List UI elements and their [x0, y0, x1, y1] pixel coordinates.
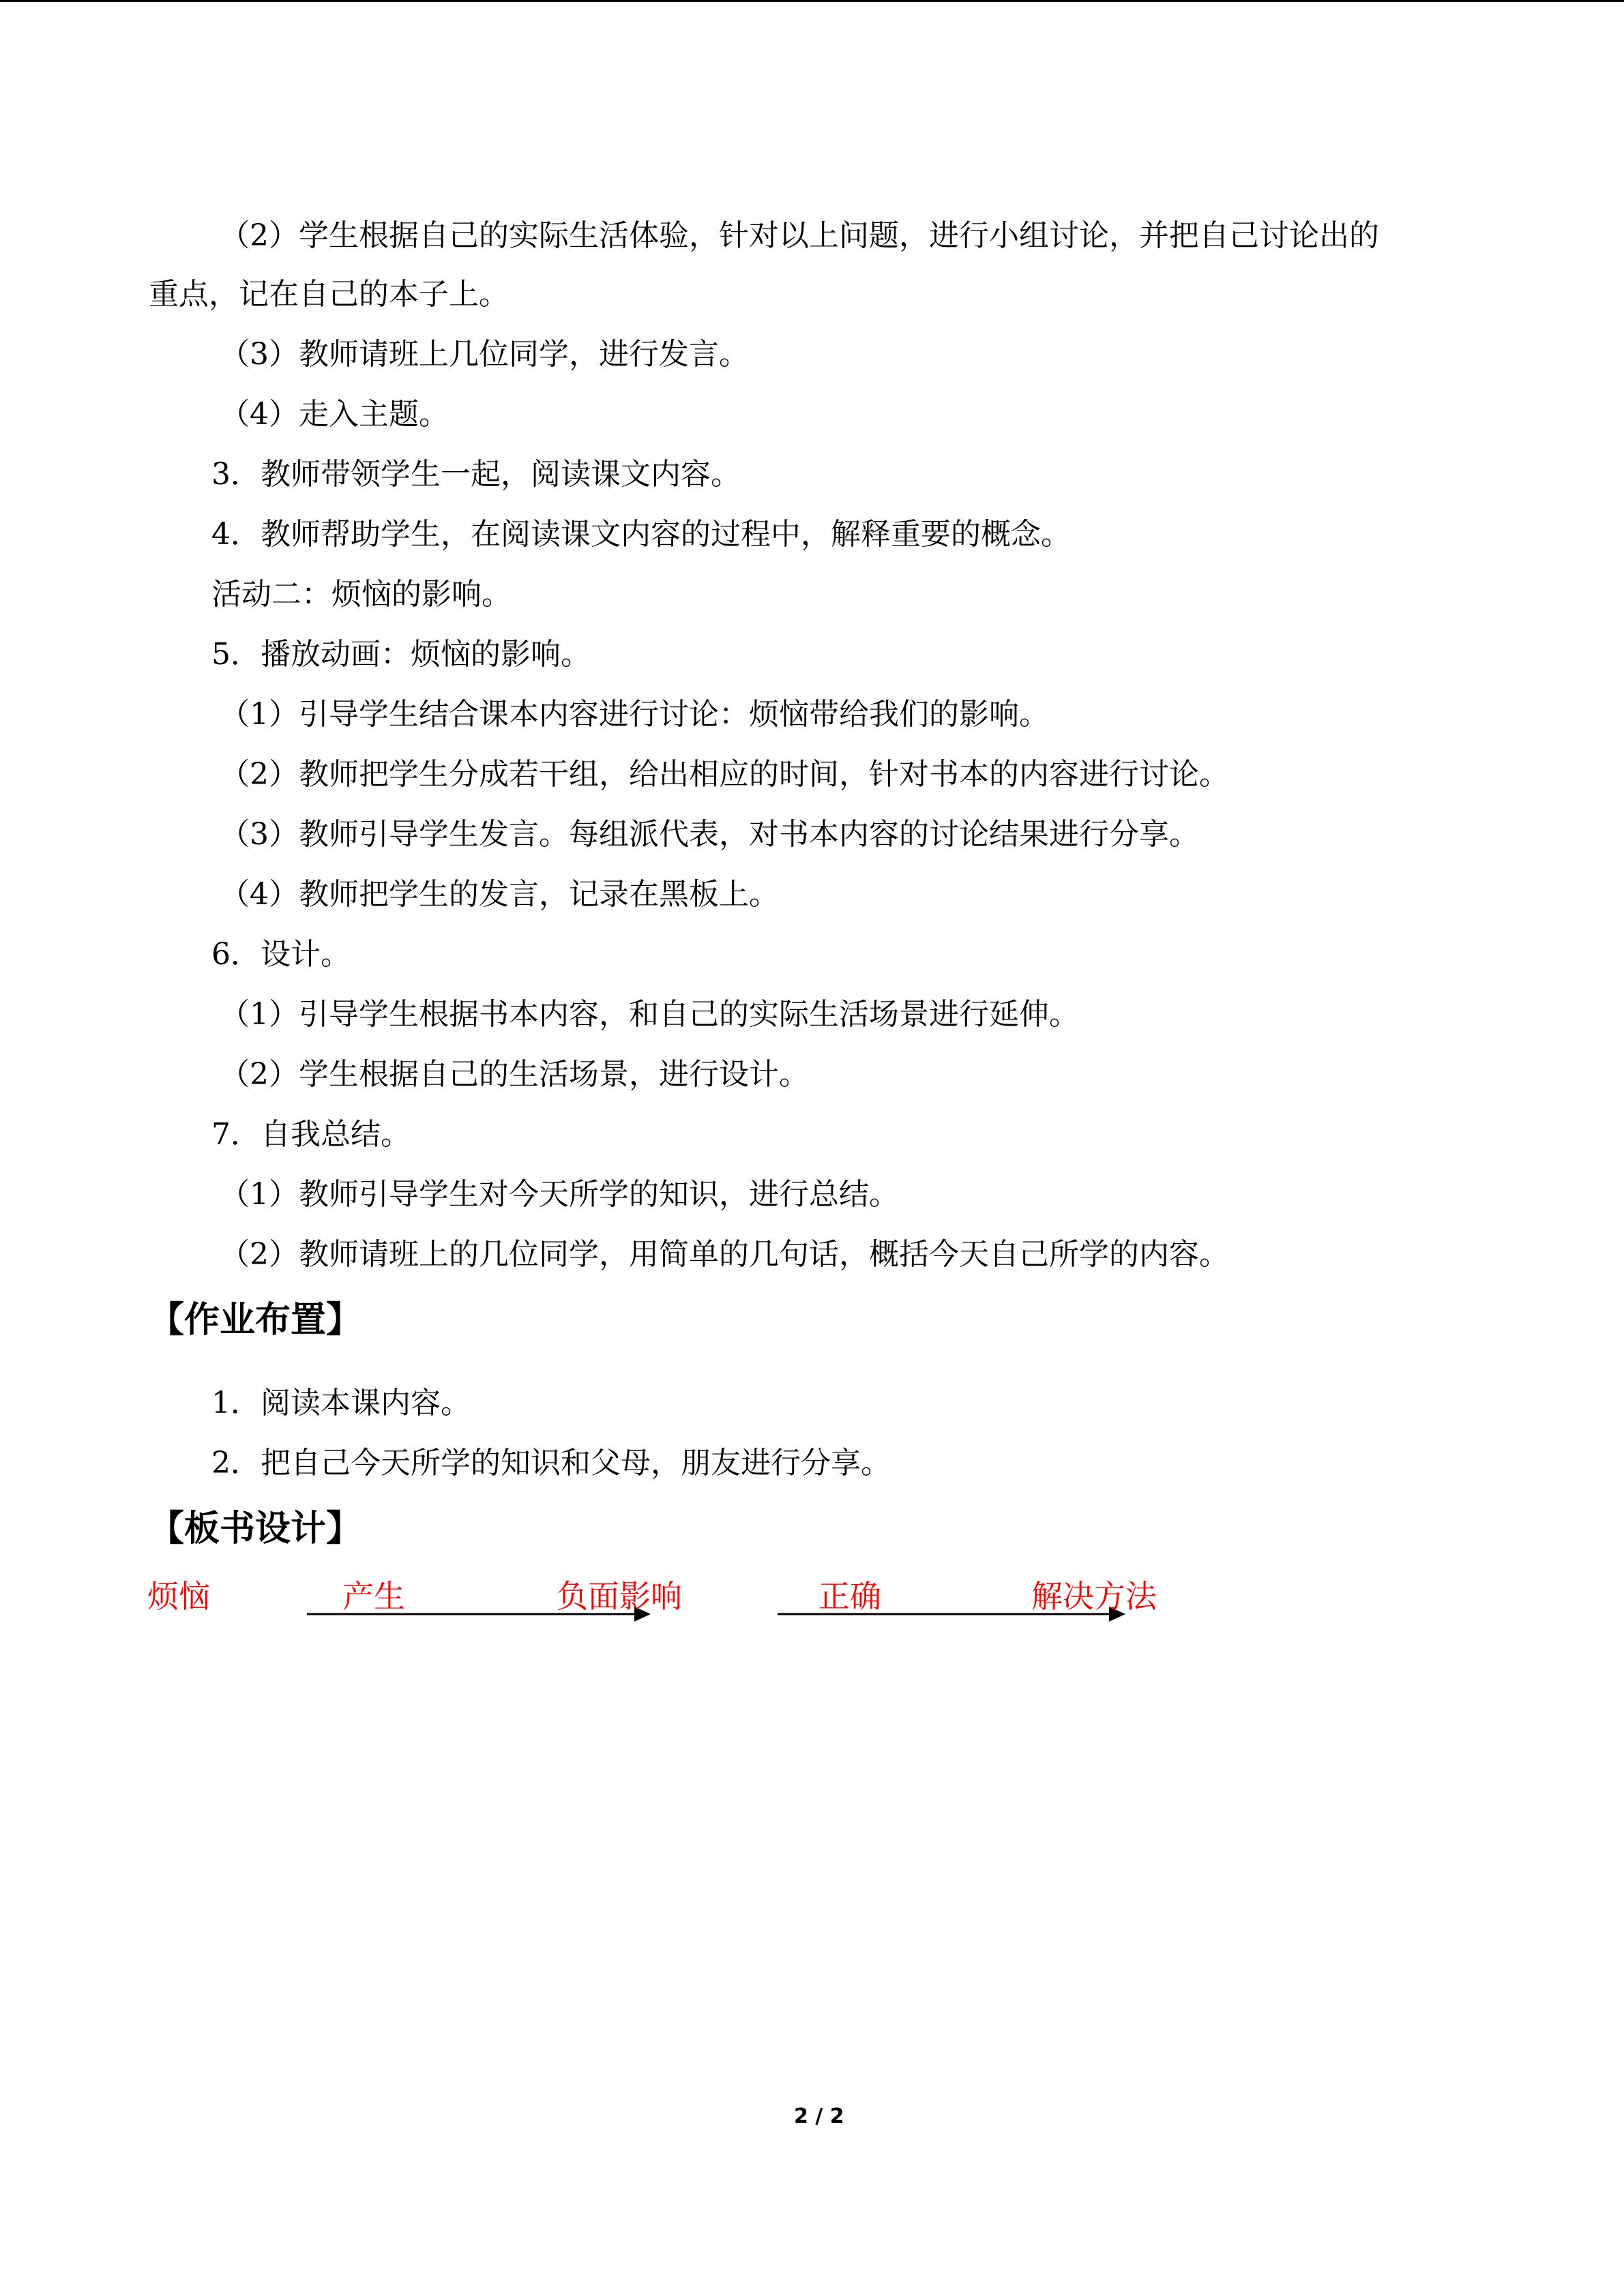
paragraph-line: （1）引导学生根据书本内容，和自己的实际生活场景进行延伸。 [220, 997, 1079, 1032]
board-middle-term: 负面影响 [557, 1578, 682, 1615]
board-arrow1-label: 产生 [342, 1578, 405, 1615]
paragraph-line: （2）教师请班上的几位同学，用简单的几句话，概括今天自己所学的内容。 [220, 1237, 1229, 1272]
board-arrow2-label: 正确 [818, 1578, 881, 1615]
paragraph-line: 重点，记在自己的本子上。 [149, 277, 509, 312]
paragraph-line: 7．自我总结。 [211, 1117, 411, 1152]
paragraph-line: 6．设计。 [211, 937, 351, 972]
homework-item: 2．把自己今天所学的知识和父母，朋友进行分享。 [211, 1446, 891, 1480]
page-number: 2 / 2 [794, 2104, 844, 2128]
paragraph-line: 4．教师帮助学生，在阅读课文内容的过程中，解释重要的概念。 [211, 517, 1071, 552]
paragraph-line: （2）学生根据自己的生活场景，进行设计。 [220, 1057, 809, 1092]
board-start-term: 烦恼 [147, 1578, 210, 1615]
paragraph-line: （4）走入主题。 [220, 397, 449, 432]
paragraph-line: 5．播放动画：烦恼的影响。 [211, 637, 591, 672]
top-border [0, 0, 1624, 2]
paragraph-line: （2）教师把学生分成若干组，给出相应的时间，针对书本的内容进行讨论。 [220, 757, 1229, 792]
homework-item: 1．阅读本课内容。 [211, 1386, 471, 1420]
homework-heading: 【作业布置】 [149, 1300, 362, 1341]
paragraph-line: （4）教师把学生的发言，记录在黑板上。 [220, 877, 779, 912]
board-end-term: 解决方法 [1031, 1578, 1157, 1615]
paragraph-line: （1）教师引导学生对今天所学的知识，进行总结。 [220, 1177, 899, 1212]
paragraph-line: （2）学生根据自己的实际生活体验，针对以上问题，进行小组讨论，并把自己讨论出的 [220, 218, 1379, 253]
paragraph-line: 3．教师带领学生一起，阅读课文内容。 [211, 457, 741, 492]
paragraph-line: （1）引导学生结合课本内容进行讨论：烦恼带给我们的影响。 [220, 697, 1049, 732]
paragraph-line: 活动二：烦恼的影响。 [211, 577, 512, 612]
paragraph-line: （3）教师引导学生发言。每组派代表，对书本内容的讨论结果进行分享。 [220, 817, 1199, 852]
board-design-heading: 【板书设计】 [149, 1508, 362, 1549]
paragraph-line: （3）教师请班上几位同学，进行发言。 [220, 337, 749, 372]
